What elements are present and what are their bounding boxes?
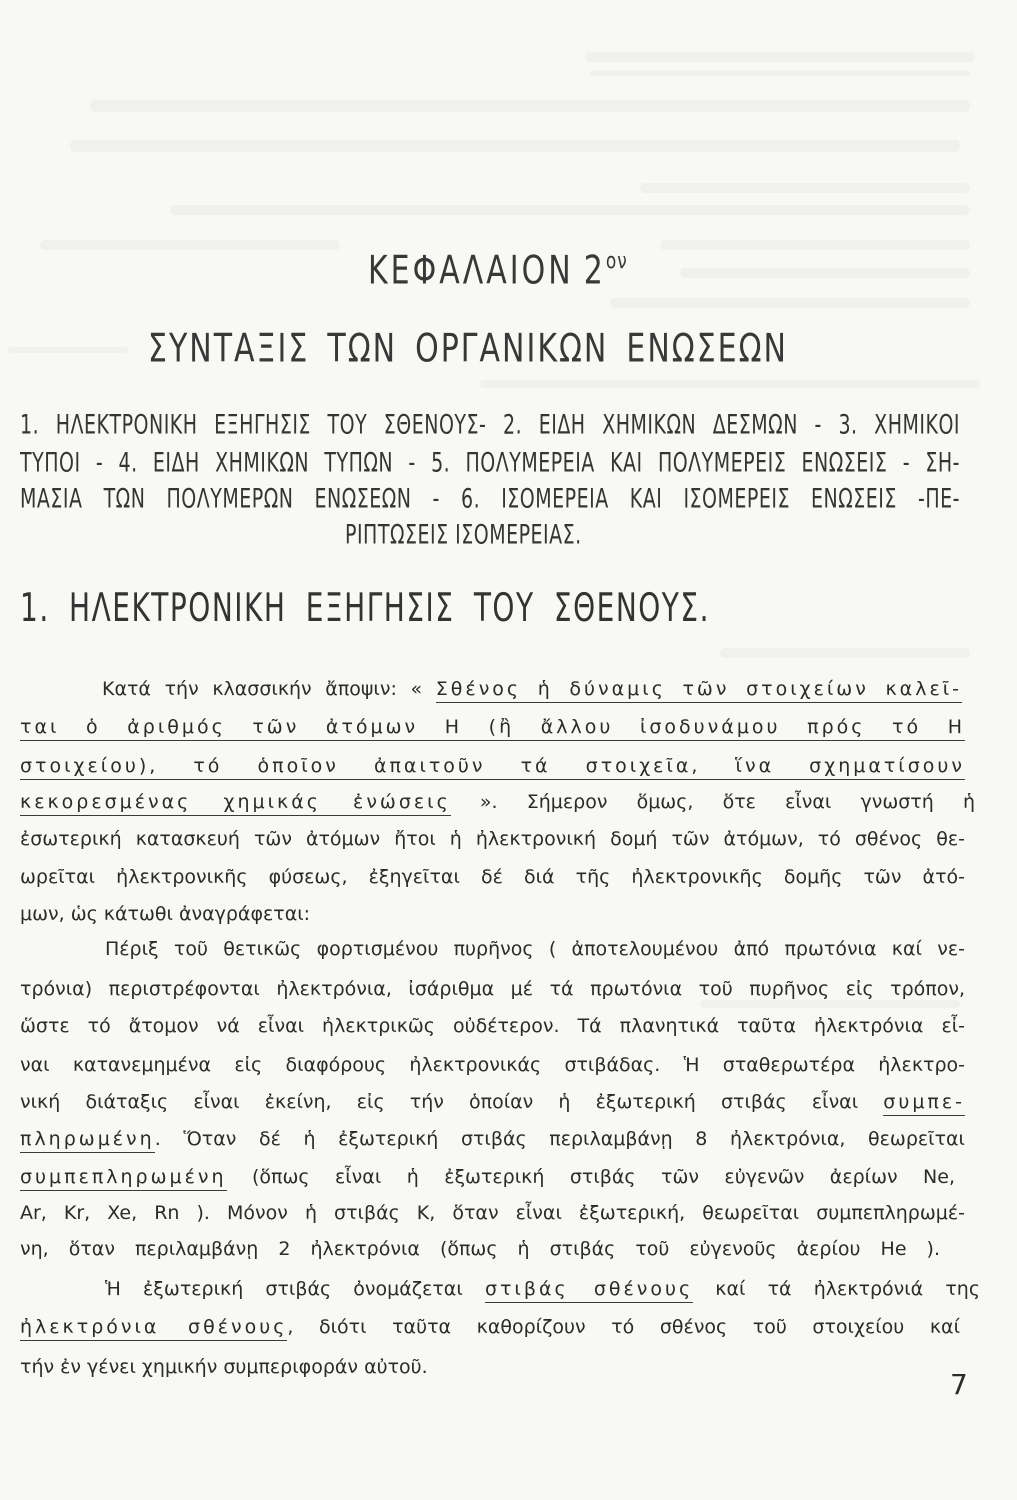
underlined-phrase: ἠλεκτρόνια σθένους bbox=[20, 1316, 287, 1341]
contents-line: 1. ΗΛΕΚΤΡΟΝΙΚΗ ΕΞΗΓΗΣΙΣ ΤΟΥ ΣΘΕΝΟΥΣ- 2. ΕΙΔΗ ΧΗΜΙΚΩΝ ΔΕΣΜΩΝ - 3. ΧΗΜΙΚΟΙ bbox=[20, 409, 960, 441]
text-run: ὥστε τό ἄτομον νά εἶναι ἠλεκτρικῶς οὐδέτερον. Τά πλανητικά ταῦτα ἠλεκτρόνια εἶ- bbox=[20, 1015, 965, 1037]
show-through-line bbox=[70, 140, 960, 152]
page-number: 7 bbox=[950, 1368, 968, 1401]
section-heading: 1. ΗΛΕΚΤΡΟΝΙΚΗ ΕΞΗΓΗΣΙΣ ΤΟΥ ΣΘΕΝΟΥΣ. bbox=[20, 584, 710, 631]
body-line bbox=[20, 1012, 965, 1040]
contents-line: ΜΑΣΙΑ ΤΩΝ ΠΟΛΥΜΕΡΩΝ ΕΝΩΣΕΩΝ - 6. ΙΣΟΜΕΡΕΙΑ ΚΑΙ ΙΣΟΜΕΡΕΙΣ ΕΝΩΣΕΙΣ -ΠΕ- bbox=[20, 483, 960, 515]
body-line bbox=[20, 1088, 965, 1116]
show-through-line bbox=[640, 183, 970, 193]
underlined-phrase: ται ὁ ἀριθμός τῶν ἀτόμων Η (ἢ ἄλλου ἰσοδυνάμου πρός τό Η bbox=[20, 716, 965, 741]
underlined-phrase: πληρωμένη bbox=[20, 1128, 155, 1153]
body-line bbox=[105, 935, 965, 963]
text-run: (ὅπως εἶναι ἡ ἐξωτερική στιβάς τῶν εὐγενῶν ἀερίων Ne, bbox=[226, 1166, 955, 1188]
chapter-title: ΣΥΝΤΑΞΙΣ ΤΩΝ ΟΡΓΑΝΙΚΩΝ ΕΝΩΣΕΩΝ bbox=[148, 326, 788, 373]
text-run: νη, ὅταν περιλαμβάνῃ 2 ἠλεκτρόνια (ὅπως ἡ στιβάς τοῦ εὐγενοῦς ἀερίου He ). bbox=[20, 1238, 940, 1260]
underlined-phrase: συμπε- bbox=[883, 1091, 965, 1116]
show-through-line bbox=[720, 648, 970, 658]
body-line bbox=[20, 788, 975, 816]
chapter-number: 2 bbox=[583, 248, 603, 295]
show-through-line bbox=[170, 205, 970, 215]
text-run: καί τά ἠλεκτρόνιά της bbox=[693, 1278, 980, 1300]
body-line bbox=[105, 1275, 980, 1303]
show-through-line bbox=[480, 380, 980, 388]
show-through-line bbox=[90, 100, 970, 112]
text-run: τήν ἐν γένει χημικήν συμπεριφοράν αὐτοῦ. bbox=[20, 1356, 428, 1378]
underlined-phrase: Σθένος ἡ δύναμις τῶν στοιχείων καλεῖ- bbox=[436, 678, 962, 703]
body-line bbox=[20, 1313, 960, 1341]
text-run: τρόνια) περιστρέφονται ἠλεκτρόνια, ἰσάριθμα μέ τά πρωτόνια τοῦ πυρῆνος εἰς τρόπον, bbox=[20, 978, 965, 1000]
underlined-phrase: συμπεπληρωμένη bbox=[20, 1166, 227, 1191]
body-line bbox=[20, 1125, 965, 1153]
body-line bbox=[20, 713, 965, 741]
body-line bbox=[20, 900, 620, 928]
text-run: Ἡ ἐξωτερική στιβάς ὀνομάζεται bbox=[105, 1278, 485, 1300]
underlined-phrase: κεκορεσμένας χημικάς ἐνώσεις bbox=[20, 791, 451, 816]
text-run: Ar, Kr, Xe, Rn ). Μόνον ἡ στιβάς Κ, ὅταν εἶναι ἐξωτερική, θεωρεῖται συμπεπληρωμέ- bbox=[20, 1202, 965, 1224]
text-run: ωρεῖται ἠλεκτρονικῆς φύσεως, ἐξηγεῖται δέ διά τῆς ἠλεκτρονικῆς δομῆς τῶν ἀτό- bbox=[20, 866, 965, 888]
text-run: Κατά τήν κλασσικήν ἄποψιν: « bbox=[102, 678, 436, 700]
show-through-line bbox=[585, 52, 975, 62]
body-line bbox=[20, 825, 965, 853]
show-through-line bbox=[680, 268, 970, 278]
body-line bbox=[20, 975, 965, 1003]
show-through-line bbox=[8, 347, 128, 353]
body-line bbox=[20, 1235, 940, 1263]
body-line bbox=[20, 752, 965, 780]
body-line bbox=[20, 1051, 965, 1079]
chapter-label: ΚΕΦΑΛΑΙΟΝ bbox=[368, 248, 574, 295]
body-line bbox=[20, 1163, 955, 1191]
contents-line: ΡΙΠΤΩΣΕΙΣ ΙΣΟΜΕΡΕΙΑΣ. bbox=[345, 519, 582, 551]
body-line bbox=[20, 863, 965, 891]
show-through-line bbox=[660, 240, 970, 250]
show-through-line bbox=[610, 298, 970, 308]
text-run: μων, ὡς κάτωθι ἀναγράφεται: bbox=[20, 903, 311, 925]
show-through-line bbox=[40, 240, 340, 250]
underlined-phrase: στιβάς σθένους bbox=[485, 1278, 693, 1303]
body-line bbox=[102, 675, 962, 703]
contents-line: ΤΥΠΟΙ - 4. ΕΙΔΗ ΧΗΜΙΚΩΝ ΤΥΠΩΝ - 5. ΠΟΛΥΜΕΡΕΙΑ ΚΑΙ ΠΟΛΥΜΕΡΕΙΣ ΕΝΩΣΕΙΣ - ΣΗ- bbox=[20, 447, 960, 479]
body-line bbox=[20, 1199, 965, 1227]
text-run: ναι κατανεμημένα εἰς διαφόρους ἠλεκτρονικάς στιβάδας. Ἡ σταθερωτέρα ἠλεκτρο- bbox=[20, 1054, 965, 1076]
show-through-line bbox=[590, 70, 970, 76]
chapter-heading bbox=[368, 246, 628, 303]
chapter-ordinal-suffix: ον bbox=[605, 248, 628, 275]
text-run: Πέριξ τοῦ θετικῶς φορτισμένου πυρῆνος ( ἀποτελουμένου ἀπό πρωτόνια καί νε- bbox=[105, 938, 965, 960]
text-run: νική διάταξις εἶναι ἐκείνη, εἰς τήν ὁποίαν ἡ ἐξωτερική στιβάς εἶναι bbox=[20, 1091, 884, 1113]
text-run: . Ὅταν δέ ἡ ἐξωτερική στιβάς περιλαμβάνῃ 8 ἠλεκτρόνια, θεωρεῖται bbox=[154, 1128, 965, 1150]
body-line bbox=[20, 1353, 720, 1381]
text-run: ». Σήμερον ὅμως, ὅτε εἶναι γνωστή ἡ bbox=[450, 791, 975, 813]
text-run: , διότι ταῦτα καθορίζουν τό σθένος τοῦ στοιχείου καί bbox=[287, 1316, 960, 1338]
underlined-phrase: στοιχείου), τό ὁποῖον ἀπαιτοῦν τά στοιχεῖα, ἵνα σχηματίσουν bbox=[20, 755, 965, 780]
text-run: ἐσωτερική κατασκευή τῶν ἀτόμων ἤτοι ἡ ἠλεκτρονική δομή τῶν ἀτόμων, τό σθένος θε- bbox=[20, 828, 965, 850]
